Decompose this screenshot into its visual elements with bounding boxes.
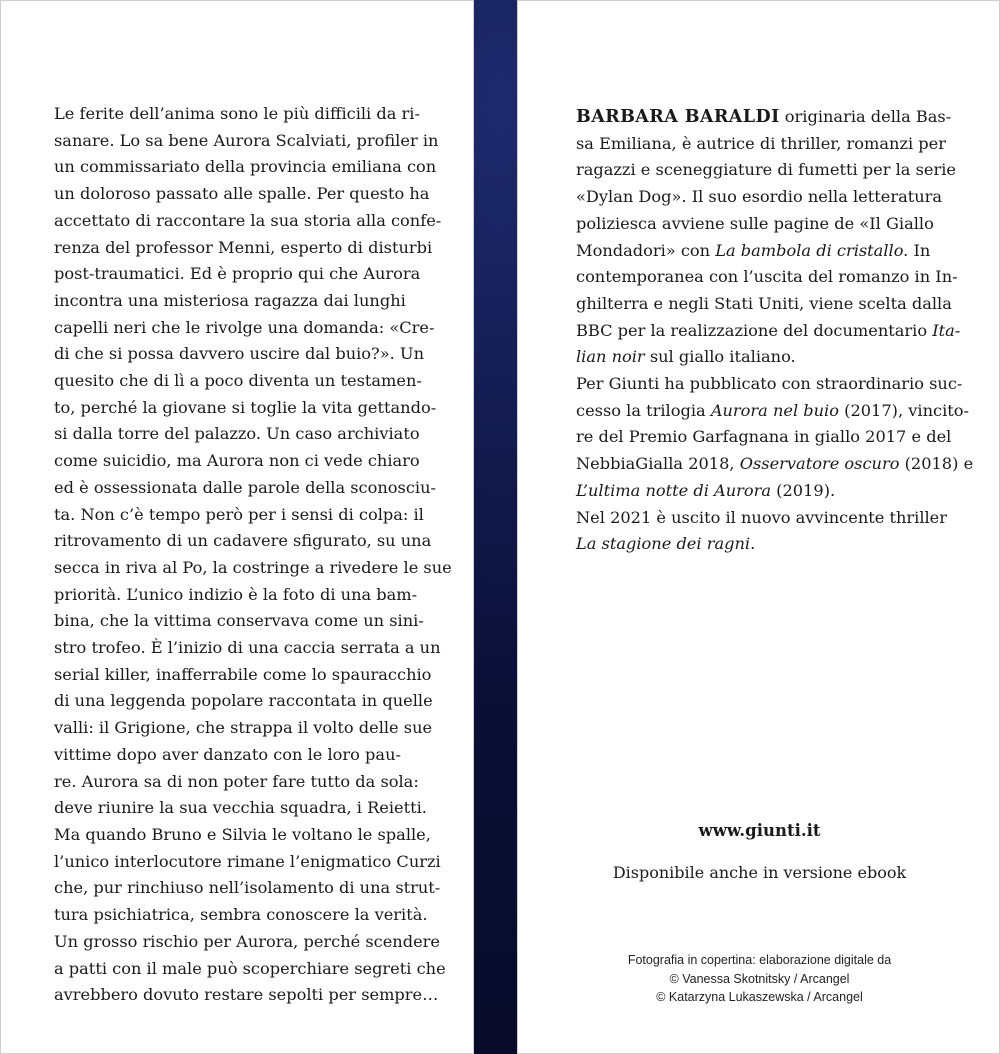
synopsis-line: capelli neri che le rivolge una domanda: «Cre- bbox=[54, 317, 435, 337]
synopsis-line: un doloroso passato alle spalle. Per questo ha bbox=[54, 184, 430, 204]
photo-credit-line: Fotografia in copertina: elaborazione digitale da bbox=[627, 953, 892, 967]
synopsis-line: re. Aurora sa di non poter fare tutto da sola: bbox=[54, 771, 419, 791]
book-title: La bambola di cristallo. bbox=[715, 240, 909, 260]
author-name: BARBARA BARALDI bbox=[576, 107, 780, 127]
synopsis-line: come suicidio, ma Aurora non ci vede chiaro bbox=[54, 451, 420, 471]
photo-credit-line: © Vanessa Skotnitsky / Arcangel bbox=[669, 972, 850, 986]
publisher-website[interactable]: www.giunti.it bbox=[698, 821, 821, 840]
bio-text: (2018) e bbox=[899, 454, 974, 474]
synopsis-line: l’unico interlocutore rimane l’enigmatico Curzi bbox=[54, 851, 441, 871]
documentary-title: lian noir bbox=[576, 347, 645, 367]
book-title: L’ultima notte di Aurora bbox=[576, 480, 772, 500]
left-flap-page bbox=[0, 0, 474, 1054]
bio-line: poliziesca avviene sulle pagine de «Il Giallo bbox=[576, 213, 934, 233]
photo-credit-line: © Katarzyna Lukaszewska / Arcangel bbox=[656, 990, 863, 1004]
synopsis-line: un commissariato della provincia emiliana con bbox=[54, 157, 437, 177]
bio-line: contemporanea con l’uscita del romanzo in In- bbox=[576, 267, 958, 287]
bio-line bbox=[576, 398, 969, 425]
synopsis-line: di una leggenda popolare raccontata in quelle bbox=[54, 691, 433, 711]
bio-line bbox=[576, 238, 946, 265]
synopsis-line: secca in riva al Po, la costringe a rivedere le sue bbox=[54, 557, 452, 577]
synopsis-line: quesito che di lì a poco diventa un testamen- bbox=[54, 371, 422, 391]
author-bio bbox=[576, 104, 974, 558]
synopsis-line: priorità. L’unico indizio è la foto di una bam- bbox=[54, 584, 418, 604]
bio-line: re del Premio Garfagnana in giallo 2017 e del bbox=[576, 427, 952, 447]
synopsis-line: to, perché la giovane si toglie la vita gettando- bbox=[54, 397, 437, 417]
bio-text: sul giallo italiano. bbox=[644, 347, 796, 367]
synopsis-line: serial killer, inafferrabile come lo spauracchio bbox=[54, 664, 432, 684]
bio-line: sa Emiliana, è autrice di thriller, romanzi per bbox=[576, 133, 946, 153]
bio-text: NebbiaGialla 2018, bbox=[576, 454, 740, 474]
bio-text: originaria della Bas- bbox=[779, 107, 952, 126]
synopsis-line: a patti con il male può scoperchiare segreti che bbox=[54, 958, 446, 978]
bio-line: ghilterra e negli Stati Uniti, viene scelta dalla bbox=[576, 293, 952, 313]
bio-text: BBC per la realizzazione del documentario bbox=[576, 320, 933, 340]
synopsis-line: Un grosso rischio per Aurora, perché scendere bbox=[54, 931, 440, 951]
bio-text: cesso la trilogia bbox=[576, 400, 711, 420]
synopsis-line: Ma quando Bruno e Silvia le voltano le spalle, bbox=[54, 824, 431, 844]
documentary-title: Ita- bbox=[932, 320, 961, 340]
bio-text: (2019). bbox=[771, 480, 836, 500]
bio-line bbox=[576, 478, 946, 505]
synopsis-line: che, pur rinchiuso nell’isolamento di una strut- bbox=[54, 878, 441, 898]
bio-line: Nel 2021 è uscito il nuovo avvincente thriller bbox=[576, 507, 948, 527]
synopsis-line: post-traumatici. Ed è proprio qui che Aurora bbox=[54, 264, 421, 284]
synopsis-line: ritrovamento di un cadavere sfigurato, su una bbox=[54, 531, 432, 551]
book-title: La stagione dei ragni. bbox=[576, 534, 756, 554]
synopsis-line: deve riunire la sua vecchia squadra, i Reietti. bbox=[54, 798, 427, 818]
synopsis-line: incontra una misteriosa ragazza dai lunghi bbox=[54, 290, 406, 310]
synopsis-text bbox=[54, 101, 452, 1009]
synopsis-line: di che si possa davvero uscire dal buio?». Un bbox=[54, 344, 424, 364]
bio-line: Per Giunti ha pubblicato con straordinario suc- bbox=[576, 374, 963, 394]
synopsis-line: renza del professor Menni, esperto di disturbi bbox=[54, 237, 433, 257]
bio-text: In bbox=[908, 240, 931, 260]
synopsis-line: si dalla torre del palazzo. Un caso archiviato bbox=[54, 424, 420, 444]
bio-text: Mondadori» con bbox=[576, 240, 716, 260]
bio-line bbox=[576, 451, 974, 478]
bio-line: ragazzi e sceneggiature di fumetti per la serie bbox=[576, 160, 956, 180]
synopsis-line: tura psichiatrica, sembra conoscere la verità. bbox=[54, 905, 428, 925]
bio-text: (2017), vincito- bbox=[839, 400, 969, 420]
book-title: Aurora nel buio bbox=[710, 400, 839, 420]
synopsis-line: Le ferite dell’anima sono le più difficili da ri- bbox=[54, 104, 420, 123]
bio-line bbox=[576, 104, 952, 131]
synopsis-line: ed è ossessionata dalle parole della sconosciu- bbox=[54, 477, 436, 497]
synopsis-line: vittime dopo aver danzato con le loro pau- bbox=[54, 744, 401, 764]
book-title: Osservatore oscuro bbox=[739, 454, 900, 474]
synopsis-line: stro trofeo. È l’inizio di una caccia serrata a un bbox=[54, 638, 441, 658]
right-flap-page bbox=[517, 0, 1000, 1054]
bio-line bbox=[576, 531, 946, 558]
synopsis-line: ta. Non c’è tempo però per i sensi di colpa: il bbox=[54, 504, 424, 524]
synopsis-line: sanare. Lo sa bene Aurora Scalviati, profiler in bbox=[54, 130, 439, 150]
bio-line bbox=[576, 318, 961, 345]
ebook-availability-note: Disponibile anche in versione ebook bbox=[612, 863, 907, 882]
synopsis-line: accettato di raccontare la sua storia alla confe- bbox=[54, 210, 442, 230]
synopsis-line: valli: il Grigione, che strappa il volto delle sue bbox=[54, 718, 433, 738]
synopsis-line: bina, che la vittima conservava come un sini- bbox=[54, 611, 424, 631]
bio-line bbox=[576, 344, 946, 371]
synopsis-line: avrebbero dovuto restare sepolti per sempre… bbox=[54, 985, 439, 1005]
bio-line: «Dylan Dog». Il suo esordio nella letteratura bbox=[576, 187, 943, 207]
